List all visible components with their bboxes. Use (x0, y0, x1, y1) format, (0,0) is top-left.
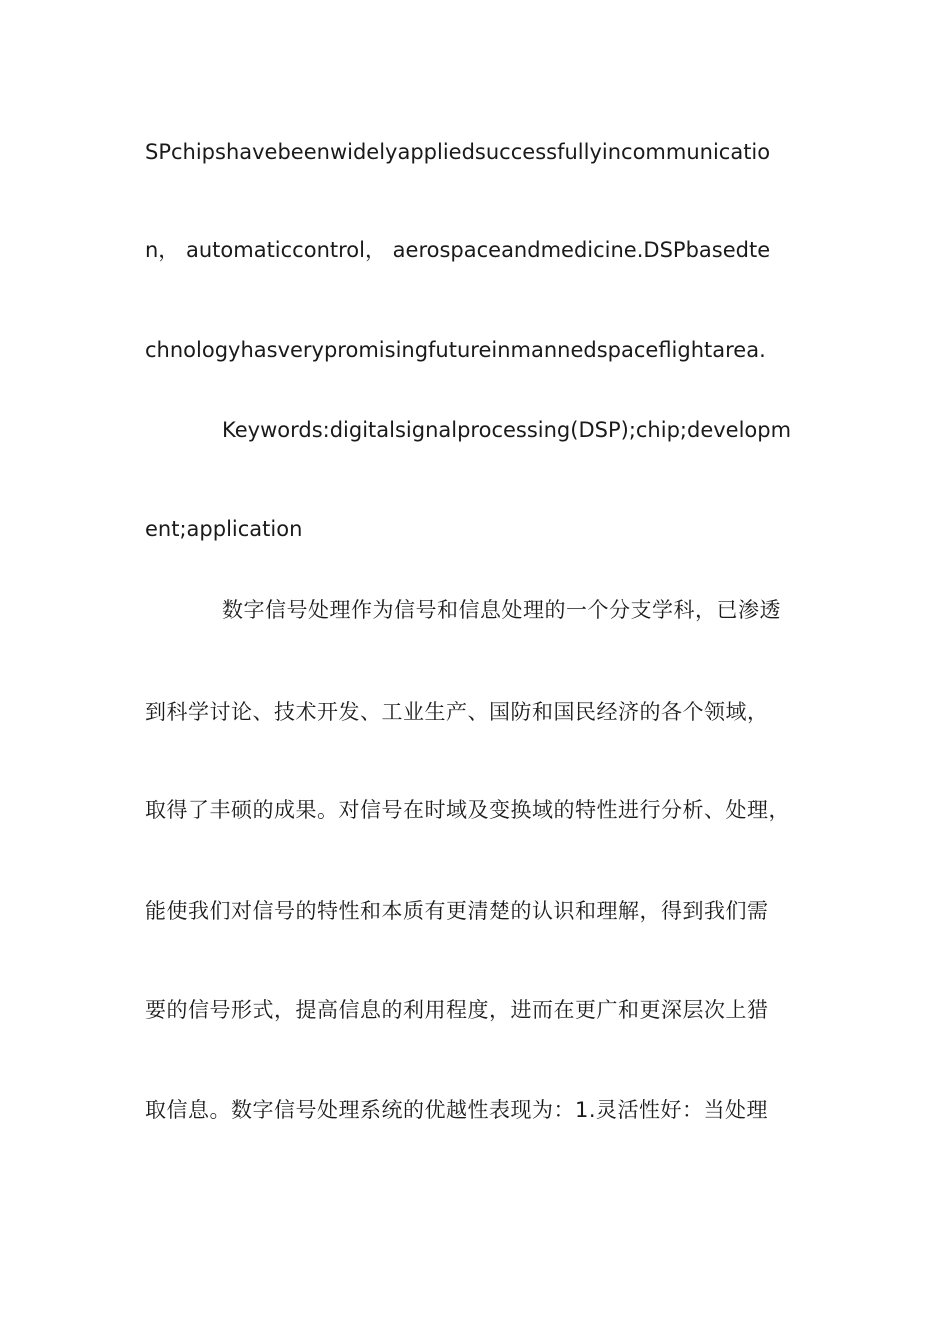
abstract-line-3: chnologyhasverypromisingfutureinmannedspaceflightarea. (145, 338, 766, 362)
body-line-3: 取得了丰硕的成果。对信号在时域及变换域的特性进行分析、处理， (145, 798, 790, 822)
body-line-1: 数字信号处理作为信号和信息处理的一个分支学科，已渗透 (222, 598, 781, 622)
body-line-4: 能使我们对信号的特性和本质有更清楚的认识和理解，得到我们需 (145, 899, 769, 923)
abstract-line-1: SPchipshavebeenwidelyappliedsuccessfullyincommunicatio (145, 140, 771, 164)
body-line-2: 到科学讨论、技术开发、工业生产、国防和国民经济的各个领域， (145, 700, 769, 724)
body-line-6: 取信息。数字信号处理系统的优越性表现为：1.灵活性好：当处理 (145, 1098, 769, 1122)
keywords-line-1: Keywords:digitalsignalprocessing(DSP);chip;developm (222, 418, 792, 442)
keywords-line-2: ent;application (145, 517, 303, 541)
abstract-line-2: n， automaticcontrol， aerospaceandmedicine.DSPbasedte (145, 238, 771, 262)
body-line-5: 要的信号形式，提高信息的利用程度，进而在更广和更深层次上猎 (145, 998, 769, 1022)
